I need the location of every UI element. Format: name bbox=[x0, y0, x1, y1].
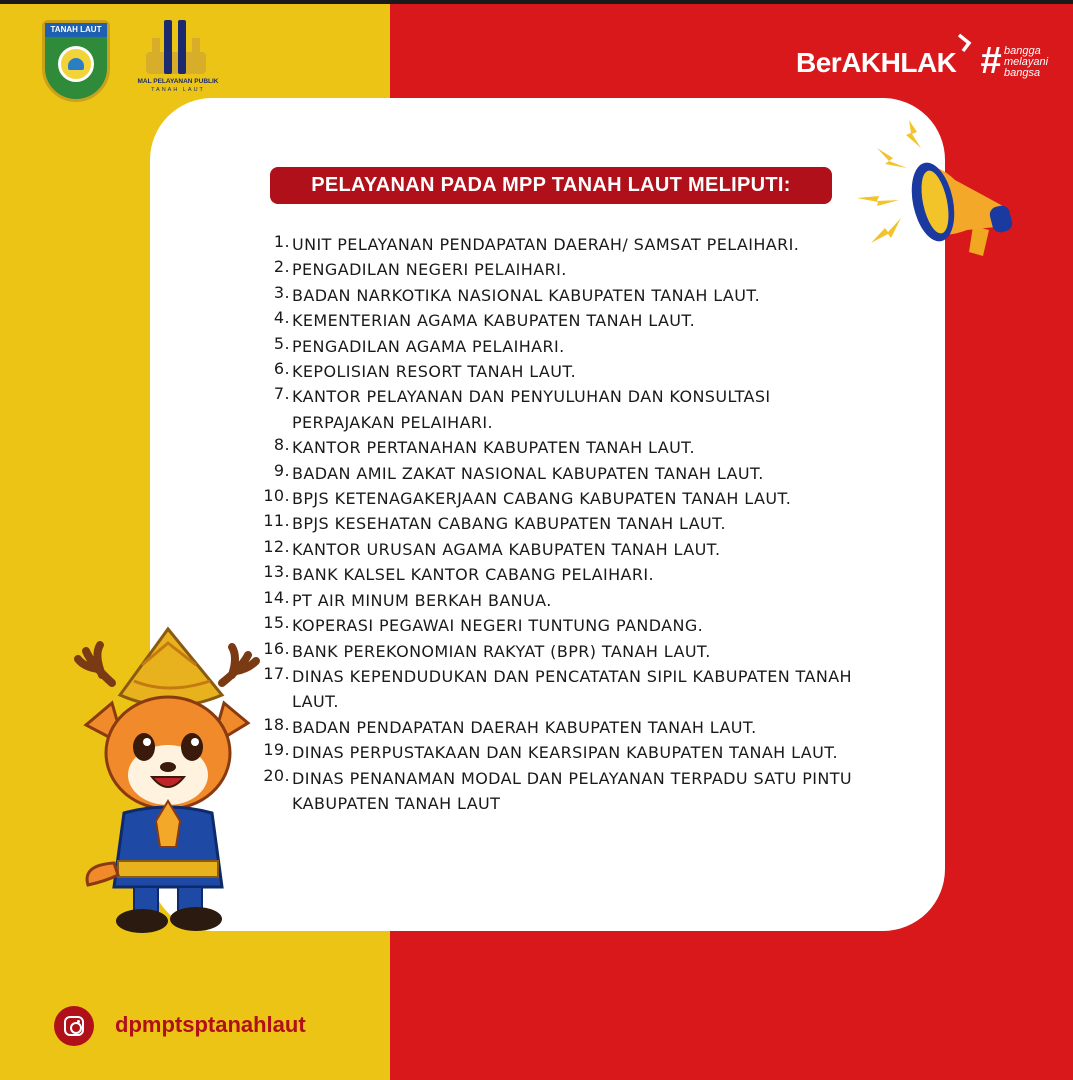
service-item bbox=[262, 461, 862, 486]
service-number: 18. bbox=[263, 714, 290, 734]
service-number: 7. bbox=[273, 384, 290, 404]
services-title: PELAYANAN PADA MPP TANAH LAUT MELIPUTI: bbox=[270, 167, 832, 204]
deer-mascot bbox=[72, 625, 262, 937]
service-text: PENGADILAN NEGERI PELAIHARI. bbox=[292, 260, 567, 280]
service-number: 20. bbox=[263, 765, 290, 785]
top-border bbox=[0, 0, 1073, 4]
service-item bbox=[262, 639, 862, 664]
melayani-word: melayani bbox=[1004, 56, 1049, 68]
tanah-laut-logo bbox=[42, 20, 110, 102]
service-item bbox=[262, 562, 862, 587]
service-number: 10. bbox=[263, 486, 290, 506]
bangsa-word: bangsa bbox=[1004, 67, 1041, 79]
service-number: 16. bbox=[263, 638, 290, 658]
service-number: 19. bbox=[263, 740, 290, 760]
service-number: 9. bbox=[273, 460, 290, 480]
chevron-icon bbox=[954, 32, 976, 54]
service-number: 4. bbox=[273, 308, 290, 328]
tanah-laut-emblem bbox=[58, 46, 94, 82]
service-item bbox=[262, 664, 862, 715]
service-text: DINAS KEPENDUDUKAN DAN PENCATATAN SIPIL KABUPATEN TANAH LAUT. bbox=[292, 666, 852, 712]
service-number: 17. bbox=[263, 663, 290, 683]
service-item bbox=[262, 588, 862, 613]
service-text: BADAN PENDAPATAN DAERAH KABUPATEN TANAH LAUT. bbox=[292, 717, 757, 737]
service-text: PT AIR MINUM BERKAH BANUA. bbox=[292, 590, 552, 610]
service-text: BANK PEREKONOMIAN RAKYAT (BPR) TANAH LAUT. bbox=[292, 641, 711, 661]
service-text: BPJS KETENAGAKERJAAN CABANG KABUPATEN TANAH LAUT. bbox=[292, 489, 792, 509]
hash-icon: # bbox=[980, 40, 1002, 82]
service-number: 15. bbox=[263, 613, 290, 633]
mpp-logo-title: MAL PELAYANAN PUBLIK bbox=[137, 78, 219, 85]
service-number: 13. bbox=[263, 562, 290, 582]
service-item bbox=[262, 283, 862, 308]
service-number: 3. bbox=[273, 282, 290, 302]
mpp-logo-subtitle: TANAH LAUT bbox=[151, 87, 205, 93]
bangga-melayani-bangsa-logo bbox=[980, 40, 1052, 82]
service-text: DINAS PENANAMAN MODAL DAN PELAYANAN TERPADU SATU PINTU KABUPATEN TANAH LAUT bbox=[292, 768, 853, 813]
service-item bbox=[262, 715, 862, 740]
bangga-word: bangga bbox=[1004, 45, 1041, 57]
service-text: BANK KALSEL KANTOR CABANG PELAIHARI. bbox=[292, 565, 654, 585]
service-item bbox=[262, 486, 862, 511]
service-number: 6. bbox=[273, 359, 290, 379]
service-text: KEPOLISIAN RESORT TANAH LAUT. bbox=[292, 362, 577, 382]
berakhlak-logo: BerAKHLAK bbox=[796, 47, 957, 78]
service-text: KEMENTERIAN AGAMA KABUPATEN TANAH LAUT. bbox=[292, 311, 696, 331]
service-number: 1. bbox=[273, 232, 290, 251]
service-item bbox=[262, 435, 862, 460]
service-item bbox=[262, 334, 862, 359]
tanah-laut-band-text: TANAH LAUT bbox=[50, 25, 102, 34]
service-item bbox=[262, 537, 862, 562]
service-text: DINAS PERPUSTAKAAN DAN KEARSIPAN KABUPATEN TANAH LAUT. bbox=[292, 743, 838, 763]
service-item bbox=[262, 766, 862, 817]
service-text: KANTOR URUSAN AGAMA KABUPATEN TANAH LAUT. bbox=[292, 539, 721, 559]
service-text: BPJS KESEHATAN CABANG KABUPATEN TANAH LAUT. bbox=[292, 514, 726, 534]
service-text: BADAN NARKOTIKA NASIONAL KABUPATEN TANAH LAUT. bbox=[292, 285, 761, 305]
service-number: 8. bbox=[273, 435, 290, 455]
service-text: PENGADILAN AGAMA PELAIHARI. bbox=[292, 336, 565, 356]
service-text: KOPERASI PEGAWAI NEGERI TUNTUNG PANDANG. bbox=[292, 616, 704, 636]
service-item bbox=[262, 384, 862, 435]
service-item bbox=[262, 359, 862, 384]
service-text: BADAN AMIL ZAKAT NASIONAL KABUPATEN TANAH LAUT. bbox=[292, 463, 764, 483]
service-text: KANTOR PELAYANAN DAN PENYULUHAN DAN KONSULTASI PERPAJAKAN PELAIHARI. bbox=[292, 387, 771, 432]
service-item bbox=[262, 232, 862, 257]
service-number: 14. bbox=[263, 587, 290, 607]
service-text: KANTOR PERTANAHAN KABUPATEN TANAH LAUT. bbox=[292, 438, 695, 458]
services-list bbox=[262, 232, 862, 816]
service-number: 2. bbox=[273, 257, 290, 277]
mpp-logo-mark bbox=[146, 18, 206, 74]
megaphone-icon bbox=[855, 118, 1020, 263]
service-item bbox=[262, 511, 862, 536]
service-number: 5. bbox=[273, 333, 290, 353]
service-number: 12. bbox=[263, 536, 290, 556]
service-item bbox=[262, 308, 862, 333]
instagram-handle[interactable]: dpmptsptanahlaut bbox=[115, 1012, 306, 1037]
service-text: UNIT PELAYANAN PENDAPATAN DAERAH/ SAMSAT PELAIHARI. bbox=[292, 235, 800, 254]
service-item bbox=[262, 257, 862, 282]
service-number: 11. bbox=[263, 511, 290, 531]
instagram-icon[interactable] bbox=[64, 1016, 84, 1036]
service-item bbox=[262, 613, 862, 638]
service-item bbox=[262, 740, 862, 765]
